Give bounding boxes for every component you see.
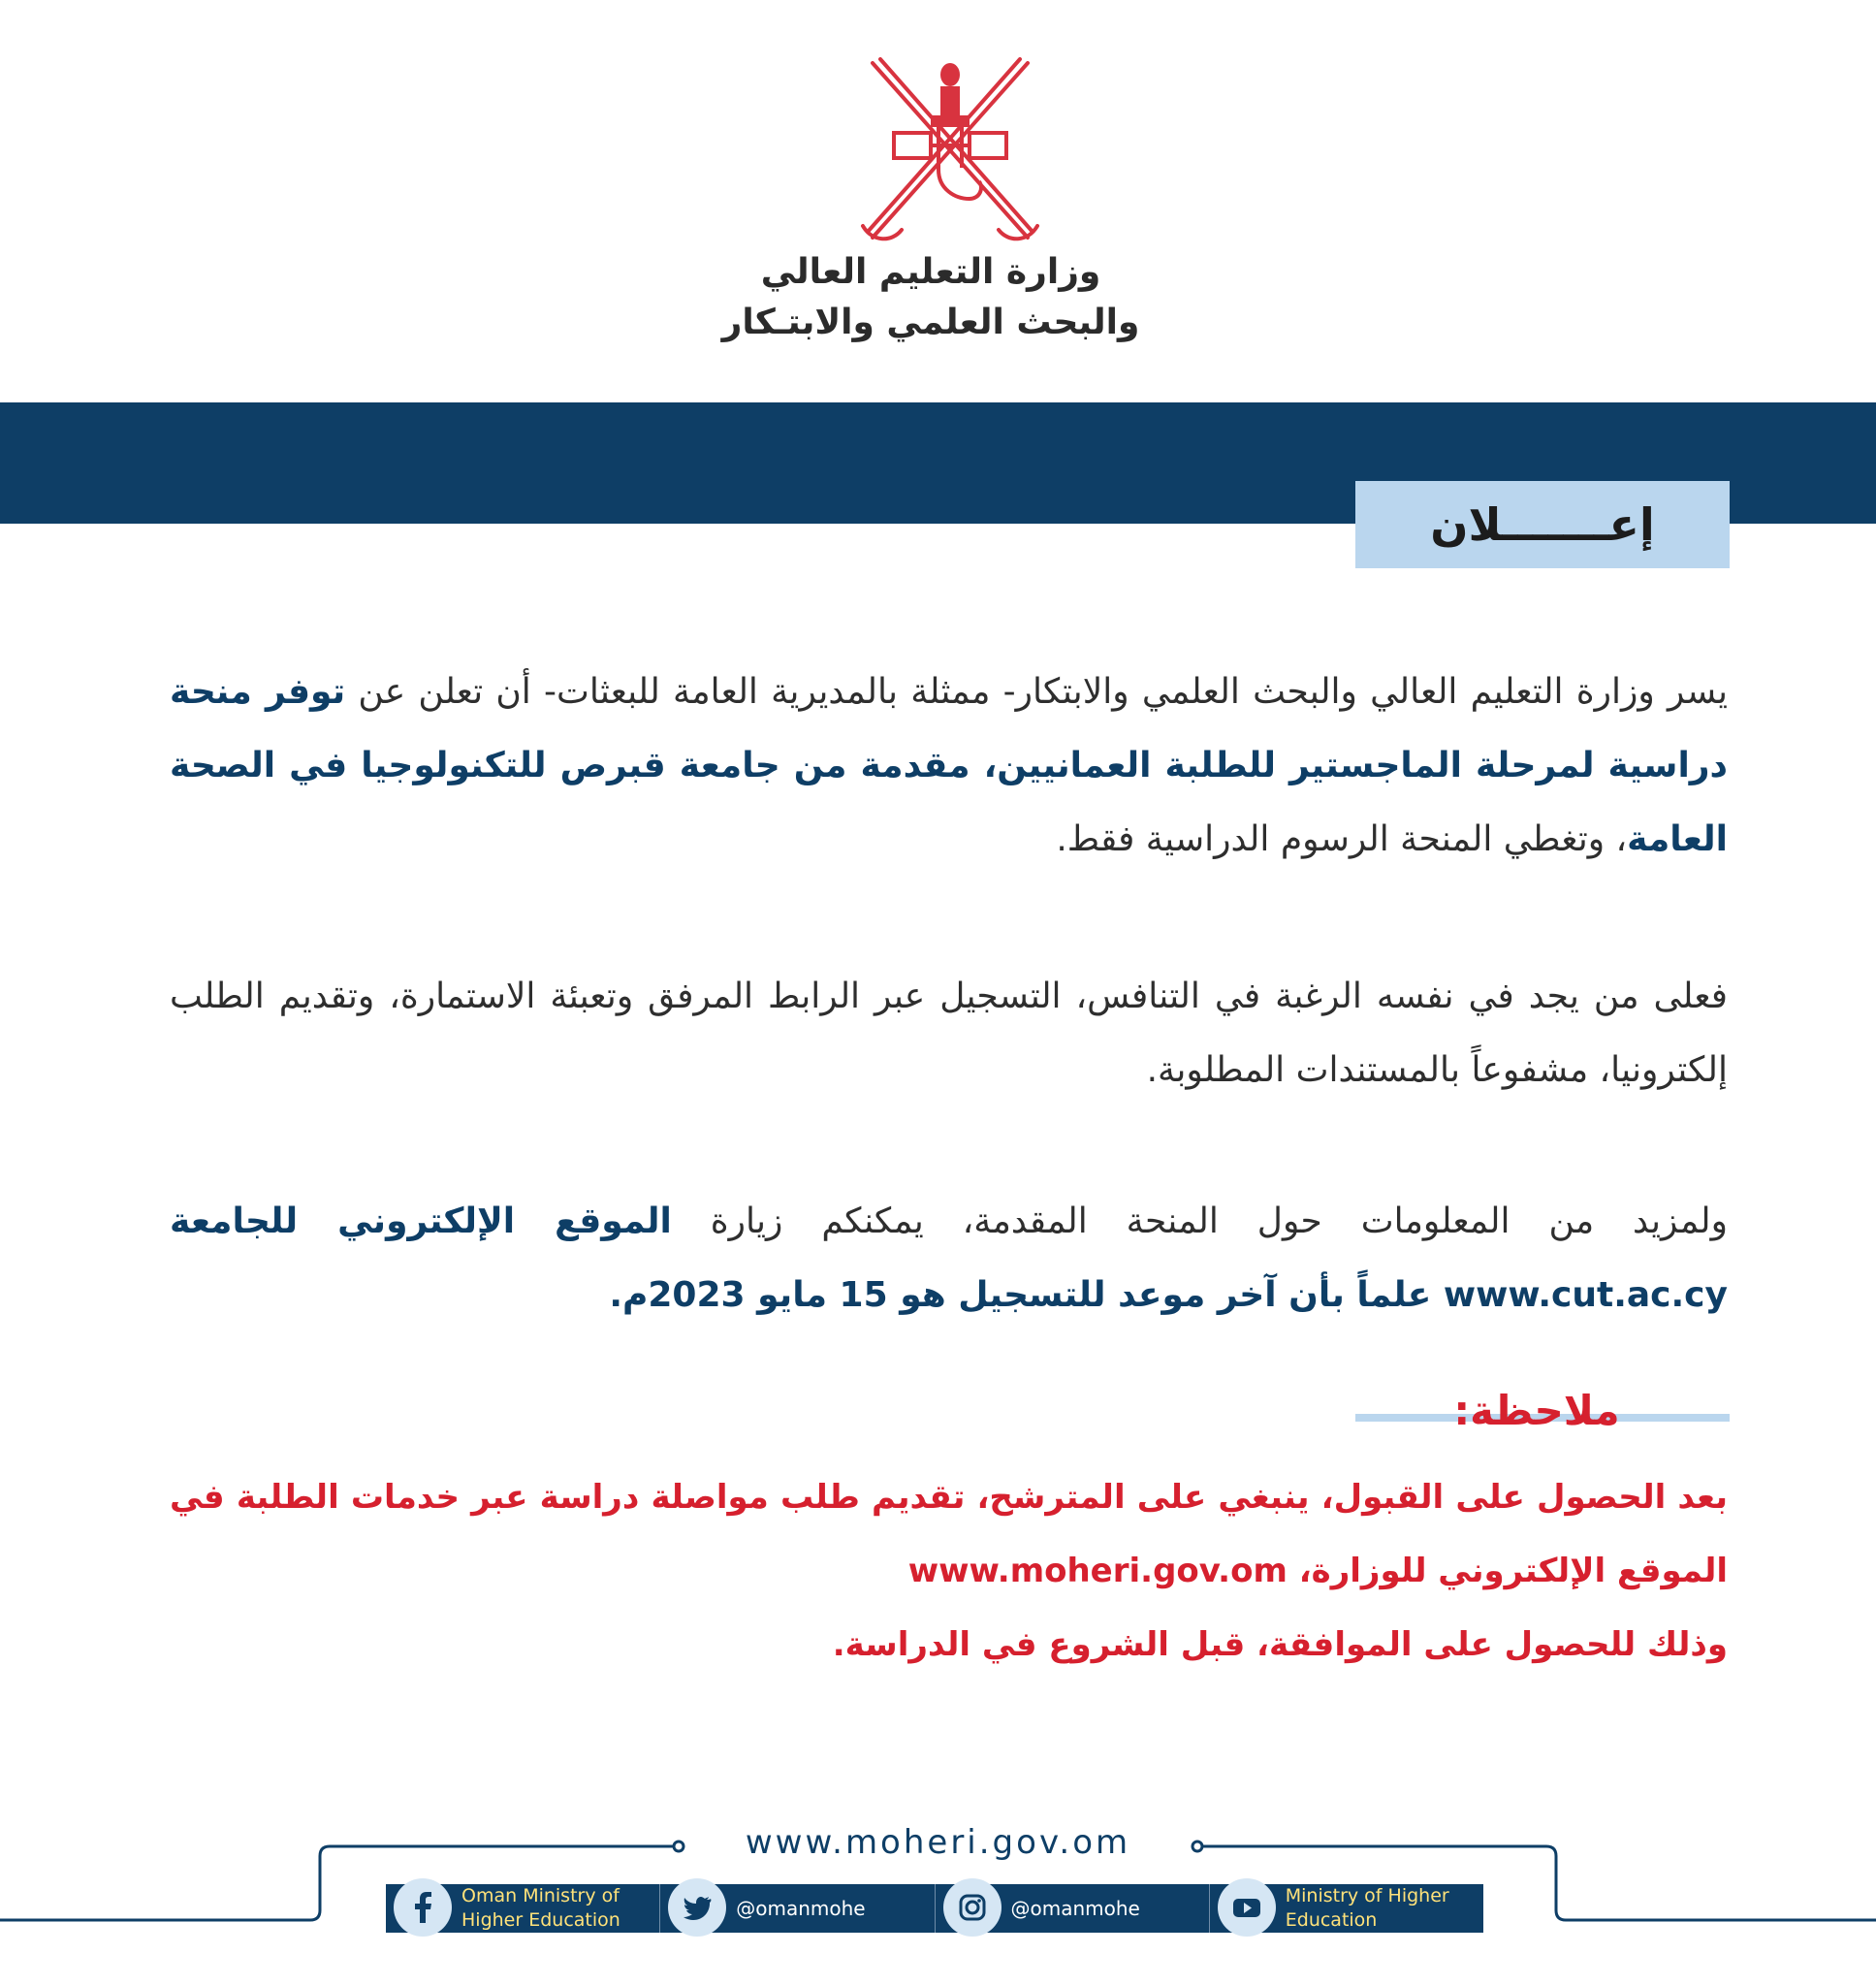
youtube-icon (1218, 1878, 1276, 1937)
paragraph-registration-text: فعلى من يجد في نفسه الرغبة في التنافس، التسجيل عبر الرابط المرفق وتعبئة الاستمارة، وتقديم الطلب إلكترونيا، مشفوعاً بالمستندات المطلوبة. (170, 977, 1728, 1090)
footer-website-link[interactable]: www.moheri.gov.om (745, 1823, 1131, 1862)
paragraph-scholarship-highlight: توفر منحة دراسية لمرحلة الماجستير للطلبة العمانيين، مقدمة من جامعة قبرص للتكنولوجيا في الصحة العامة (170, 672, 1728, 859)
social-twitter[interactable] (660, 1884, 935, 1933)
announcement-title-text: إعـــــــلان (1430, 498, 1655, 551)
social-bar (386, 1884, 1483, 1933)
twitter-icon (668, 1878, 726, 1937)
social-youtube-label: Ministry of Higher Education (1285, 1885, 1449, 1931)
paragraph-more-info (170, 1185, 1728, 1332)
social-facebook-label: Oman Ministry of Higher Education (461, 1885, 620, 1931)
paragraph-scholarship-end: ، وتغطي المنحة الرسوم الدراسية فقط. (1056, 819, 1628, 859)
social-instagram-label: @omanmohe (1010, 1896, 1140, 1920)
announcement-title (1355, 481, 1730, 568)
note-line1: بعد الحصول على القبول، ينبغي على المترشح، تقديم طلب مواصلة دراسة عبر خدمات الطلبة في الموقع الإلكتروني للوزارة، www.moheri.gov.om (170, 1478, 1728, 1590)
paragraph-scholarship (170, 656, 1728, 877)
social-instagram[interactable] (936, 1884, 1210, 1933)
note-title: ملاحظة: (1453, 1387, 1620, 1434)
social-twitter-label: @omanmohe (736, 1896, 866, 1920)
social-facebook[interactable] (386, 1884, 660, 1933)
ministry-name-line2: والبحث العلمي والابتـكار (721, 303, 1140, 342)
note-body (170, 1460, 1728, 1682)
ministry-name-line1: وزارة التعليم العالي (760, 252, 1101, 292)
oman-khanjar-emblem-icon (834, 53, 1066, 247)
ministry-name (659, 247, 1202, 348)
paragraph-more-info-intro: ولمزيد من المعلومات حول المنحة المقدمة، يمكنكم زيارة (671, 1201, 1728, 1241)
paragraph-more-info-link[interactable]: الموقع الإلكتروني للجامعة www.cut.ac.cy علماً بأن آخر موعد للتسجيل هو 15 مايو 2023م. (170, 1201, 1728, 1315)
paragraph-registration (170, 960, 1728, 1107)
facebook-icon (394, 1878, 452, 1937)
note-line2: وذلك للحصول على الموافقة، قبل الشروع في الدراسة. (832, 1625, 1728, 1664)
social-youtube[interactable] (1210, 1884, 1483, 1933)
instagram-icon (943, 1878, 1002, 1937)
paragraph-scholarship-intro: يسر وزارة التعليم العالي والبحث العلمي والابتكار- ممثلة بالمديرية العامة للبعثات- أن تعلن عن (345, 672, 1728, 712)
